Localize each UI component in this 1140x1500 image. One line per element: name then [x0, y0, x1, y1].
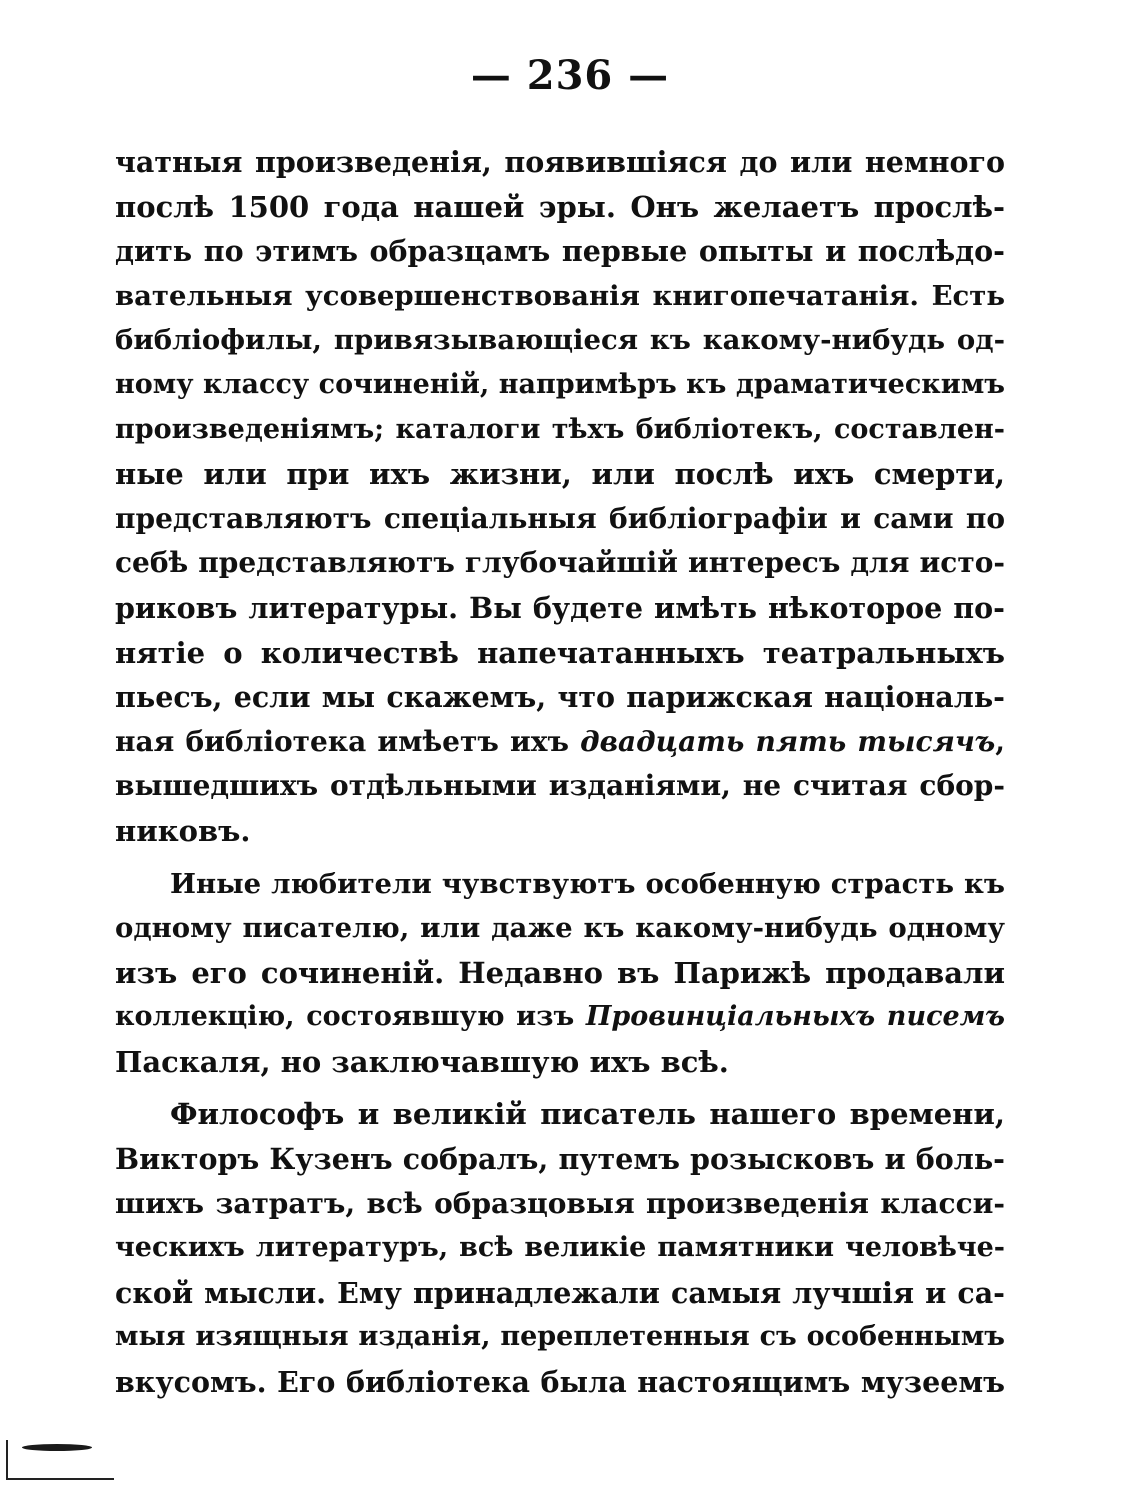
text-segment: дить по этимъ образцамъ первые опыты и послѣдо-	[115, 234, 1005, 269]
text-line	[115, 452, 1005, 497]
text-line	[115, 274, 1005, 319]
text-segment: произведеніямъ; каталоги тѣхъ библіотекъ, составлен-	[115, 413, 1005, 445]
text-segment: ской мысли. Ему принадлежали самыя лучшія и са-	[115, 1275, 1005, 1310]
text-line	[115, 720, 1005, 765]
text-segment: ная библіотека имѣетъ ихъ	[115, 724, 581, 758]
text-line	[115, 675, 1005, 720]
text-line	[115, 541, 1005, 586]
text-line	[115, 185, 1005, 230]
text-segment: Иные любители чувствуютъ особенную страсть къ	[170, 867, 1005, 900]
text-segment: вкусомъ. Его библіотека была настоящимъ музеемъ	[115, 1365, 1005, 1400]
text-line	[115, 229, 1005, 274]
text-line	[115, 140, 1005, 185]
text-line	[115, 995, 1005, 1040]
paragraph	[115, 140, 1005, 854]
text-segment: ческихъ литературъ, всѣ великіе памятники человѣче-	[115, 1232, 1005, 1264]
scan-corner-mark	[6, 1440, 8, 1480]
scan-smudge	[22, 1444, 92, 1451]
text-segment: чатныя произведенія, появившіяся до или немного	[115, 145, 1005, 179]
text-line	[115, 1226, 1005, 1271]
text-line	[115, 631, 1005, 676]
text-line	[115, 1360, 1005, 1405]
text-line	[115, 318, 1005, 363]
paragraph	[115, 1092, 1005, 1404]
text-segment: мыя изящныя изданія, переплетенныя съ особеннымъ	[115, 1321, 1005, 1353]
text-line	[115, 1315, 1005, 1360]
italic-emphasis: Провинціальныхъ писемъ	[585, 1001, 1005, 1033]
text-line	[115, 906, 1005, 951]
text-segment: послѣ 1500 года нашей эры. Онъ желаетъ прослѣ-	[115, 189, 1005, 224]
text-segment: коллекцію, состоявшую изъ	[115, 1001, 586, 1033]
text-line	[115, 809, 1005, 854]
text-line	[115, 1092, 1005, 1137]
text-line	[115, 363, 1005, 408]
text-segment: Паскаля, но заключавшую ихъ всѣ.	[115, 1044, 729, 1079]
text-segment: вышедшихъ отдѣльными изданіями, не считая сбор-	[115, 769, 1005, 803]
text-line	[115, 1040, 1005, 1085]
text-segment: Викторъ Кузенъ собралъ, путемъ розысковъ и боль-	[115, 1142, 1005, 1177]
text-line	[115, 408, 1005, 453]
text-segment: изъ его сочиненій. Недавно въ Парижѣ продавали	[115, 955, 1005, 990]
text-segment: нятіе о количествѣ напечатанныхъ театральныхъ	[115, 635, 1005, 670]
text-segment: одному писателю, или даже къ какому-нибудь одному	[115, 912, 1005, 945]
paragraph-gap	[115, 1084, 1005, 1092]
text-segment: шихъ затратъ, всѣ образцовыя произведенія класси-	[115, 1186, 1005, 1220]
text-line	[115, 586, 1005, 631]
text-segment: библіофилы, привязывающіеся къ какому-нибудь од-	[115, 324, 1005, 357]
scan-corner-mark	[6, 1478, 114, 1480]
text-segment: Философъ и великій писатель нашего времени,	[170, 1097, 1005, 1132]
text-segment: ,	[995, 724, 1006, 758]
text-line	[115, 764, 1005, 809]
text-segment: представляютъ спеціальныя библіографіи и сами по	[115, 501, 1005, 535]
italic-emphasis: двадцать пять тысячъ	[580, 724, 996, 758]
text-segment: пьесъ, если мы скажемъ, что парижская національ-	[115, 680, 1005, 715]
text-line	[115, 497, 1005, 542]
text-line	[115, 951, 1005, 996]
paragraph	[115, 862, 1005, 1085]
paragraph-gap	[115, 854, 1005, 862]
text-segment: никовъ.	[115, 813, 251, 848]
text-line	[115, 1137, 1005, 1182]
text-segment: ному классу сочиненій, напримѣръ къ драматическимъ	[115, 368, 1005, 400]
page-number: — 236 —	[470, 52, 670, 99]
text-segment: вательныя усовершенствованія книгопечатанія. Есть	[115, 279, 1005, 312]
text-line	[115, 1182, 1005, 1227]
text-line	[115, 862, 1005, 907]
body-text	[115, 140, 1005, 1405]
text-segment: риковъ литературы. Вы будете имѣть нѣкоторое по-	[115, 590, 1005, 625]
text-segment: себѣ представляютъ глубочайшій интересъ для исто-	[115, 546, 1005, 580]
text-line	[115, 1271, 1005, 1316]
text-segment: ные или при ихъ жизни, или послѣ ихъ смерти,	[115, 457, 1005, 492]
